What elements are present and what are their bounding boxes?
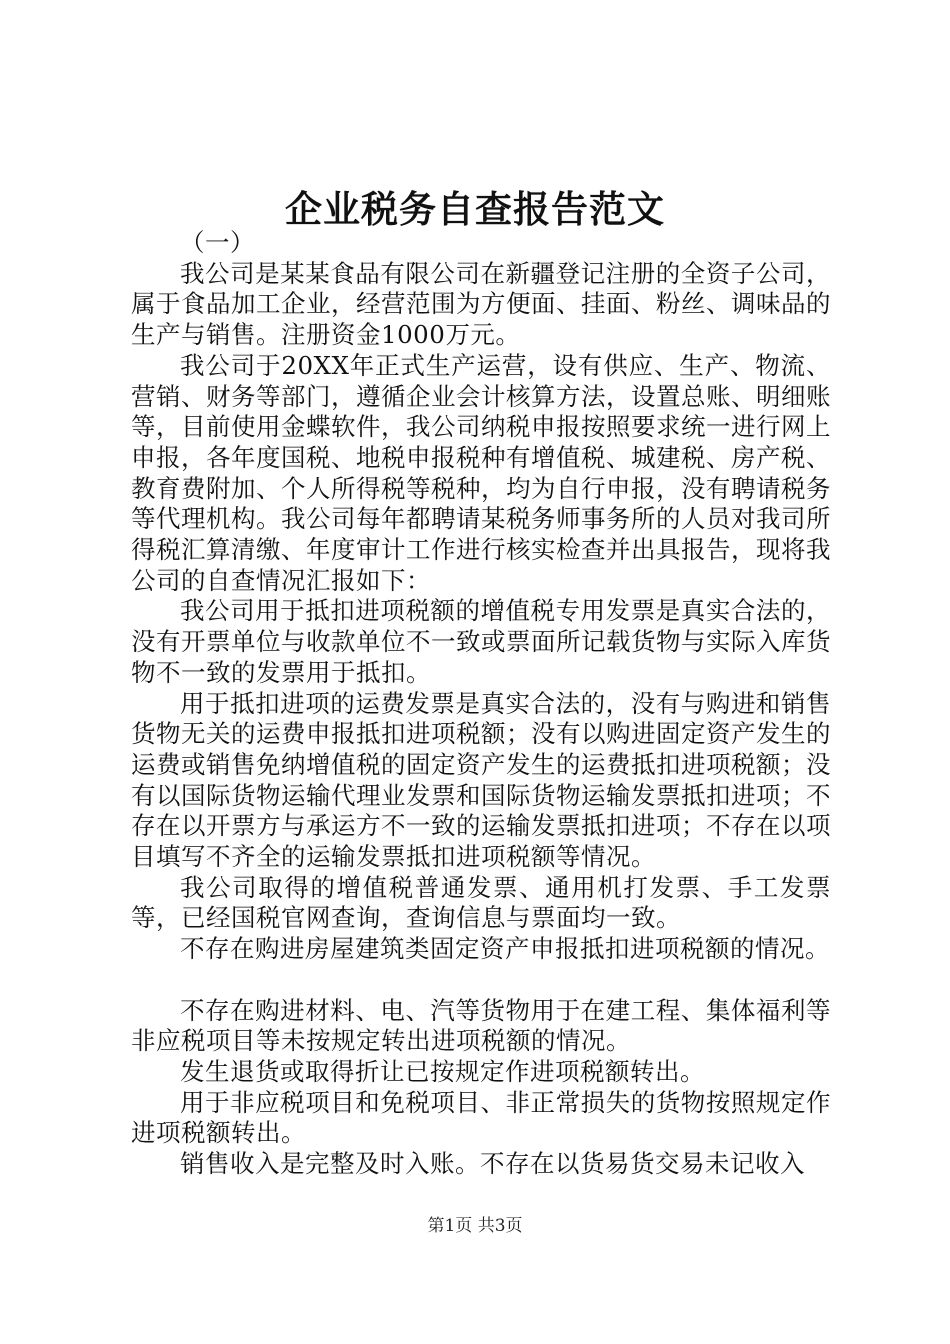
paragraph: 发生退货或取得折让已按规定作进项税额转出。 (180, 1056, 705, 1086)
page-footer: 第1页 共3页 (427, 1216, 523, 1236)
paragraph: 我公司取得的增值税普通发票、通用机打发票、手工发票等，已经国税官网查询，查询信息与票面均一致。 (131, 872, 831, 933)
document-body (131, 228, 831, 1180)
section-label: （一） (180, 228, 255, 257)
paragraph: 我公司是某某食品有限公司在新疆登记注册的全资子公司，属于食品加工企业，经营范围为方便面、挂面、粉丝、调味品的生产与销售。注册资金1000万元。 (131, 258, 831, 350)
paragraph: 我公司于20XX年正式生产运营，设有供应、生产、物流、营销、财务等部门，遵循企业会计核算方法，设置总账、明细账等，目前使用金蝶软件，我公司纳税申报按照要求统一进行网上申报，各年度国税、地税申报税种有增值税、城建税、房产税、教育费附加、个人所得税等税种，均为自行申报，没有聘请税务等代理机构。我公司每年都聘请某税务师事务所的人员对我司所得税汇算清缴、年度审计工作进行核实检查并出具报告，现将我公司的自查情况汇报如下： (131, 350, 831, 595)
document-title: 企业税务自查报告范文 (285, 187, 665, 231)
paragraph: 销售收入是完整及时入账。不存在以货易货交易未记收入 (180, 1149, 805, 1179)
paragraph: 我公司用于抵扣进项税额的增值税专用发票是真实合法的，没有开票单位与收款单位不一致或票面所记载货物与实际入库货物不一致的发票用于抵扣。 (131, 596, 831, 687)
paragraph: 不存在购进材料、电、汽等货物用于在建工程、集体福利等非应税项目等未按规定转出进项税额的情况。 (131, 995, 831, 1056)
paragraph: 不存在购进房屋建筑类固定资产申报抵扣进项税额的情况。 (180, 934, 830, 964)
paragraph: 用于抵扣进项的运费发票是真实合法的，没有与购进和销售货物无关的运费申报抵扣进项税额；没有以购进固定资产发生的运费或销售免纳增值税的固定资产发生的运费抵扣进项税额；没有以国际货物运输代理业发票和国际货物运输发票抵扣进项；不存在以开票方与承运方不一致的运输发票抵扣进项；不存在以项目填写不齐全的运输发票抵扣进项税额等情况。 (131, 688, 831, 872)
blank-line (131, 965, 831, 996)
paragraph: 用于非应税项目和免税项目、非正常损失的货物按照规定作进项税额转出。 (131, 1087, 831, 1148)
